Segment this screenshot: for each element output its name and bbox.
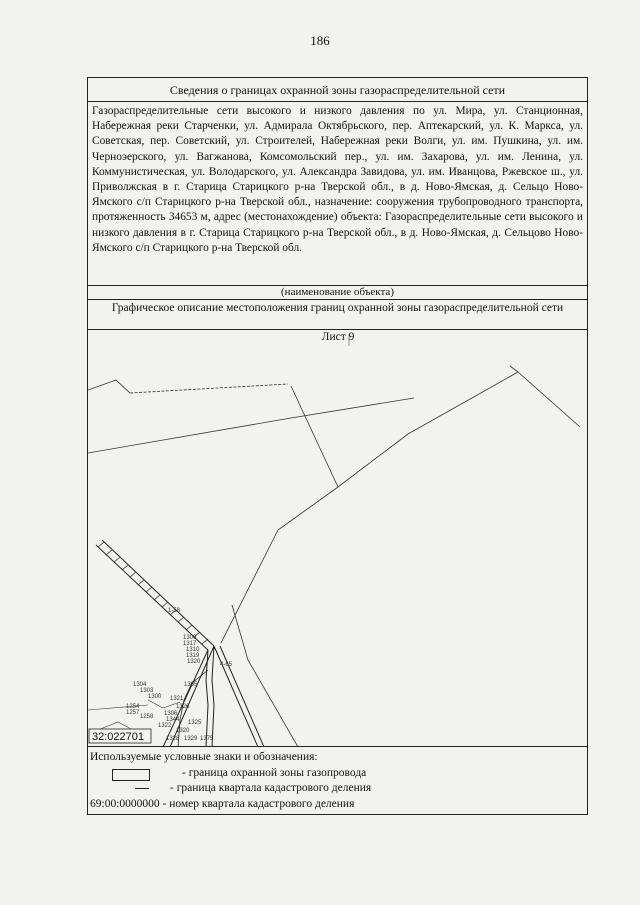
boundary-line-a (88, 380, 130, 393)
legend-item-zone (90, 766, 583, 782)
parcel-number-label: 1344 (166, 717, 180, 723)
boundary-line-g (518, 372, 580, 427)
legend-heading: Используемые условные знаки и обозначения: (90, 751, 318, 763)
parcel-number-label: 1303 (140, 688, 154, 694)
parcel-number-label: 1310 (186, 647, 200, 653)
parcel-number-label: 1321 (170, 696, 184, 702)
boundary-line-b (130, 384, 288, 393)
parcel-number-label: 1375 (200, 736, 214, 742)
parcel-number-label: 1258 (140, 714, 154, 720)
form-title: Сведения о границах охранной зоны газораспределительной сети (88, 78, 587, 102)
parcel-number-label: 1320 (176, 728, 190, 734)
parcel-number-label: 1328 (166, 736, 180, 742)
parcel-labels (126, 635, 214, 742)
parcel-number-label: 1329 (184, 736, 198, 742)
legend (88, 747, 587, 812)
legend-item-label: - граница охранной зоны газопровода (182, 766, 367, 779)
road-line (232, 605, 298, 747)
parcel-number-label: 1325 (188, 720, 202, 726)
parcel-number-label: 1317 (183, 641, 197, 647)
point-label-1: 1-58 (168, 608, 181, 614)
parcel-number-label: 1254 (126, 704, 140, 710)
boundary-line-d (291, 398, 414, 418)
boundary-line-e (291, 386, 338, 487)
legend-item-quarter (90, 781, 583, 797)
zone-info-form (87, 77, 588, 815)
map-drawing (88, 330, 587, 747)
zone-hatching (98, 542, 208, 644)
zone-edge-inner (102, 540, 214, 646)
point-label-2: 4-65 (220, 662, 233, 668)
boundary-map (88, 330, 587, 747)
boundary-line-f (221, 372, 518, 643)
parcel-number-label: 1306 (164, 711, 178, 717)
parcel-number-label: 1257 (126, 710, 140, 716)
quarter-boundary-symbol (135, 788, 149, 789)
sheet-label: Лист 9 (321, 331, 355, 343)
parcel-number-label: 1326 (176, 704, 190, 710)
parcel-number-label: 1300 (183, 635, 197, 641)
legend-item-number (90, 797, 583, 813)
parcel-number-label: 1300 (148, 694, 162, 700)
page-number: 186 (310, 33, 330, 48)
zone-vertical-inner (212, 646, 214, 747)
legend-item-label: - граница квартала кадастрового деления (170, 782, 372, 794)
quarter-number-example: 69:00:0000000 (90, 797, 160, 810)
parcel-number-label: 1304 (133, 682, 147, 688)
object-caption: (наименование объекта) (88, 286, 587, 300)
boundary-line-h (510, 366, 518, 372)
legend-item-label: - номер квартала кадастрового деления (162, 797, 355, 810)
object-description: Газораспределительные сети высокого и низкого давления по ул. Мира, ул. Станционная, Набережная реки Старченки, ул. Адмирала Октябрьского, пер. Аптекарский, ул. К. Маркса, ул. Советская, пер. Советский, ул. Строителей, Набережная реки Волги, ул. им. Пушкина, ул. им. Черноэерского, ул. Вагжанова, Комсомольский пер., ул. им. Захарова, ул. им. Ленина, ул. Коммунистическая, ул. Володарского, ул. Александра Завидова, ул. им. Иванцова, Ржевское ш., ул. Приволжская в г. Старица Старицкого р-на Тверской обл., в д. Ново-Ямская, д. Сельцо Ново-Ямского с/п Старицкого р-на Тверской обл., назначение: сооружения трубопроводного транспорта, протяженность 34653 м, адрес (местонахождение) объекта: Газораспределительные сети высокого и низкого давления в г. Старица Старицкого р-на Тверской обл., в д. Ново-Ямская, д. Сельцово Ново-Ямского с/п Старицкого р-на Тверской обл. (88, 102, 587, 286)
parcel-number-label: 1319 (186, 653, 200, 659)
parcel-number-label: 1320 (187, 659, 201, 665)
quarter-label: 32:022701 (92, 731, 144, 743)
graphic-description-title: Графическое описание местоположения границ охранной зоны газораспределительной сети (88, 300, 587, 330)
zone-boundary-symbol (112, 769, 150, 781)
boundary-line-c (88, 418, 291, 453)
parcel-number-label: 1322 (158, 723, 172, 729)
parcel-number-label: 1305 (184, 682, 198, 688)
